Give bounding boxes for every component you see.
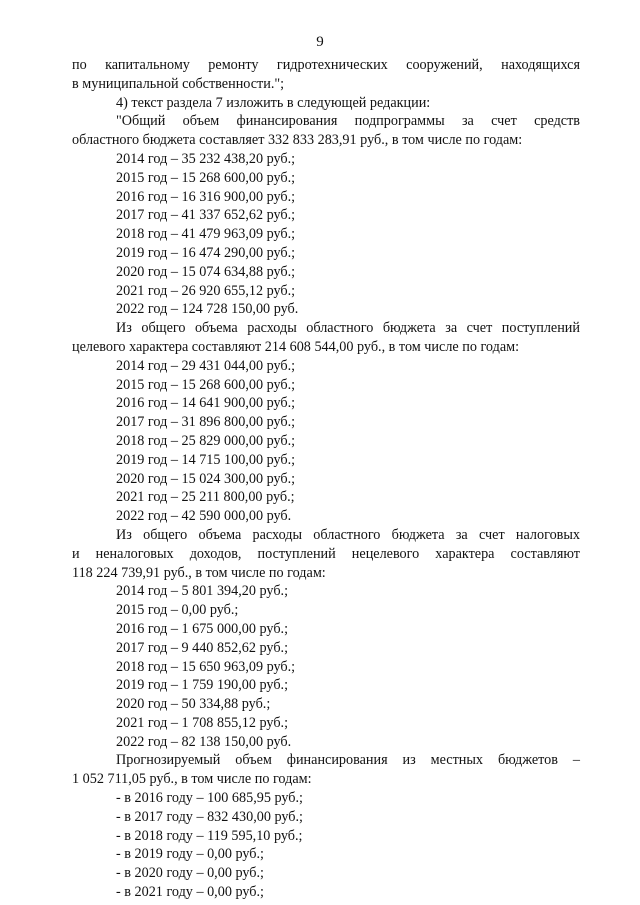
total-year-2017: 2017 год – 41 337 652,62 руб.;	[116, 207, 296, 224]
total-year-2020: 2020 год – 15 074 634,88 руб.;	[116, 263, 296, 280]
local-year-2018: - в 2018 году – 119 595,10 руб.;	[116, 827, 303, 844]
total-year-2022: 2022 год – 124 728 150,00 руб.	[116, 301, 299, 318]
local-year-2016: - в 2016 году – 100 685,95 руб.;	[116, 790, 303, 807]
local-year-2021: - в 2021 году – 0,00 руб.;	[116, 884, 264, 901]
total-year-2016: 2016 год – 16 316 900,00 руб.;	[116, 188, 296, 205]
intro-line-2: в муниципальной собственности.";	[72, 75, 285, 92]
total-year-2019: 2019 год – 16 474 290,00 руб.;	[116, 244, 296, 261]
targeted-year-2015: 2015 год – 15 268 600,00 руб.;	[116, 376, 296, 393]
targeted-year-2019: 2019 год – 14 715 100,00 руб.;	[116, 451, 296, 468]
total-year-2021: 2021 год – 26 920 655,12 руб.;	[116, 282, 296, 299]
tax-paragraph-line-3: 118 224 739,91 руб., в том числе по годам:	[72, 564, 326, 581]
targeted-paragraph-line-2: целевого характера составляют 214 608 544,00 руб., в том числе по годам:	[72, 338, 520, 355]
total-paragraph-line-2: областного бюджета составляет 332 833 283,91 руб., в том числе по годам:	[72, 132, 523, 149]
targeted-year-2016: 2016 год – 14 641 900,00 руб.;	[116, 395, 296, 412]
total-year-2018: 2018 год – 41 479 963,09 руб.;	[116, 226, 296, 243]
page-number: 9	[316, 34, 324, 50]
tax-year-2015: 2015 год – 0,00 руб.;	[116, 602, 239, 619]
intro-line-1: по капитальному ремонту гидротехнических сооружений, находящихся	[72, 57, 580, 73]
local-year-2019: - в 2019 году – 0,00 руб.;	[116, 846, 264, 863]
item-4-heading: 4) текст раздела 7 изложить в следующей редакции:	[116, 94, 431, 111]
tax-year-2019: 2019 год – 1 759 190,00 руб.;	[116, 677, 289, 694]
total-year-2015: 2015 год – 15 268 600,00 руб.;	[116, 169, 296, 186]
tax-year-2020: 2020 год – 50 334,88 руб.;	[116, 696, 271, 713]
local-paragraph-line-1: Прогнозируемый объем финансирования из местных бюджетов –	[116, 752, 580, 769]
tax-paragraph-line-2: и неналоговых доходов, поступлений нецелевого характера составляют	[72, 545, 580, 562]
targeted-year-2018: 2018 год – 25 829 000,00 руб.;	[116, 432, 296, 449]
targeted-year-2014: 2014 год – 29 431 044,00 руб.;	[116, 357, 296, 374]
local-year-2020: - в 2020 году – 0,00 руб.;	[116, 865, 264, 882]
targeted-year-2022: 2022 год – 42 590 000,00 руб.	[116, 508, 292, 525]
tax-year-2022: 2022 год – 82 138 150,00 руб.	[116, 733, 292, 750]
tax-year-2017: 2017 год – 9 440 852,62 руб.;	[116, 639, 289, 656]
targeted-year-2017: 2017 год – 31 896 800,00 руб.;	[116, 414, 296, 431]
local-year-2017: - в 2017 году – 832 430,00 руб.;	[116, 808, 303, 825]
total-year-2014: 2014 год – 35 232 438,20 руб.;	[116, 150, 296, 167]
tax-year-2016: 2016 год – 1 675 000,00 руб.;	[116, 620, 289, 637]
targeted-paragraph-line-1: Из общего объема расходы областного бюджета за счет поступлений	[116, 320, 580, 337]
targeted-year-2020: 2020 год – 15 024 300,00 руб.;	[116, 470, 296, 487]
tax-year-2014: 2014 год – 5 801 394,20 руб.;	[116, 583, 289, 600]
total-paragraph-line-1: "Общий объем финансирования подпрограммы за счет средств	[116, 113, 580, 130]
tax-paragraph-line-1: Из общего объема расходы областного бюджета за счет налоговых	[116, 526, 580, 543]
local-paragraph-line-2: 1 052 711,05 руб., в том числе по годам:	[72, 771, 312, 788]
targeted-year-2021: 2021 год – 25 211 800,00 руб.;	[116, 489, 295, 506]
tax-year-2018: 2018 год – 15 650 963,09 руб.;	[116, 658, 296, 675]
tax-year-2021: 2021 год – 1 708 855,12 руб.;	[116, 714, 289, 731]
document-body	[72, 56, 580, 902]
